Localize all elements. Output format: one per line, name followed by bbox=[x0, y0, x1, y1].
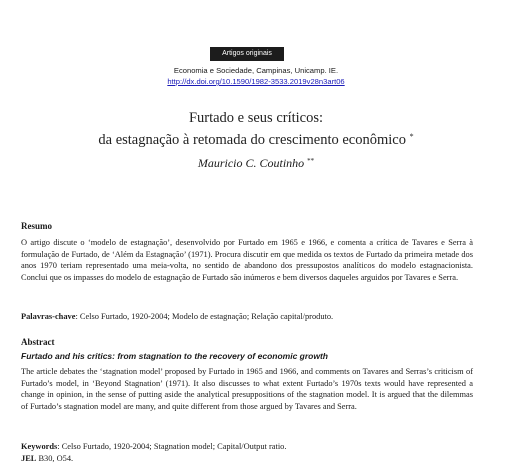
abstract-heading: Abstract bbox=[21, 337, 55, 347]
title-footnote-mark: * bbox=[409, 132, 414, 141]
article-title-line2 bbox=[0, 128, 512, 149]
keywords-label: Keywords bbox=[21, 442, 58, 451]
english-title: Furtado and his critics: from stagnation to the recovery of economic growth bbox=[21, 351, 328, 361]
keywords-line bbox=[21, 441, 286, 452]
jel-values: B30, O54. bbox=[36, 454, 74, 463]
author-footnote-mark: ** bbox=[307, 157, 315, 165]
author-line bbox=[0, 153, 512, 171]
keywords-values: : Celso Furtado, 1920-2004; Stagnation model; Capital/Output ratio. bbox=[57, 442, 287, 451]
palavras-chave-line bbox=[21, 311, 333, 322]
palavras-chave-label: Palavras-chave bbox=[21, 312, 76, 321]
section-badge: Artigos originais bbox=[210, 47, 284, 61]
article-title-line1: Furtado e seus críticos: bbox=[188, 110, 324, 126]
doi-link[interactable]: http://dx.doi.org/10.1590/1982-3533.2019v28n3art06 bbox=[167, 77, 345, 86]
abstract-text: The article debates the ‘stagnation model’ proposed by Furtado in 1965 and 1966, and comments on Tavares and Serras’s criticism of Furtado’s model, in ‘Beyond Stagnation’ (1971). It also discusses to what extent Furtado’s 1970s texts would have represented a change in opinion, in the sense of putting aside the analytical presuppositions of the stagnation model. It is argued that the dilemmas of Furtado’s stagnation model are many, and quite different from those argued by Tavares and Serra. bbox=[21, 367, 473, 412]
resumo-heading: Resumo bbox=[21, 221, 52, 231]
jel-line bbox=[21, 453, 73, 464]
article-title-line2-text: da estagnação à retomada do crescimento econômico bbox=[98, 132, 406, 148]
palavras-chave-values: : Celso Furtado, 1920-2004; Modelo de estagnação; Relação capital/produto. bbox=[75, 312, 334, 321]
author-name: Mauricio C. Coutinho bbox=[197, 156, 305, 170]
jel-label: JEL bbox=[21, 454, 37, 463]
journal-citation: Economia e Sociedade, Campinas, Unicamp. IE. bbox=[173, 66, 339, 75]
resumo-text: O artigo discute o ‘modelo de estagnação’, desenvolvido por Furtado em 1965 e 1966, e comenta a crítica de Tavares e Serra à formulação de Furtado, de ‘Além da Estagnação’ (1971). Procura discutir em que medida os textos de Furtado da primeira metade dos anos 1970 teriam representado uma meia-volta, no sentido de abandono dos pressupostos analíticos do modelo estagnacionista. Conclui que os impasses do modelo de estagnação de Furtado são inúmeros e bem diversos daqueles arguidos por Tavares e Serra. bbox=[21, 238, 473, 283]
